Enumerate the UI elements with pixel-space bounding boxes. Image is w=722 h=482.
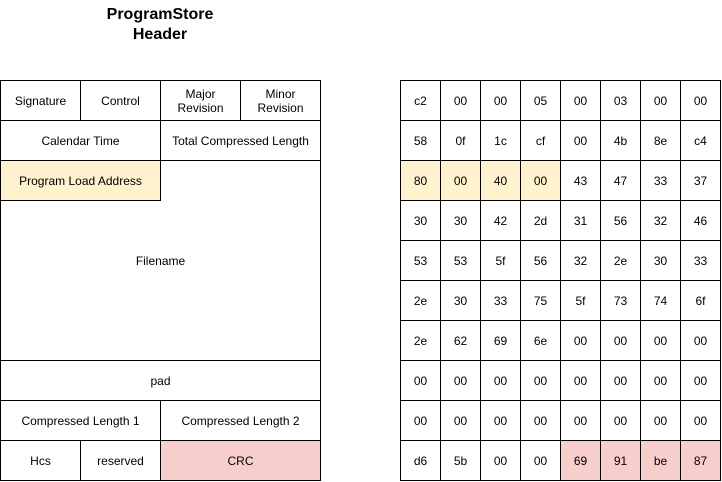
field-crc <box>160 440 321 481</box>
field-filename-label: Filename <box>135 253 186 268</box>
hex-byte-cell: 42 <box>480 200 521 241</box>
field-control <box>80 80 161 121</box>
hex-byte-cell: 53 <box>440 240 481 281</box>
hex-byte-cell: 00 <box>680 400 721 441</box>
hex-byte-cell: 00 <box>600 400 641 441</box>
hex-byte-cell: 33 <box>680 240 721 281</box>
hex-byte-cell: 00 <box>680 320 721 361</box>
hex-byte-cell: 00 <box>640 360 681 401</box>
field-compressed-length-1-label: Compressed Length 1 <box>21 413 140 428</box>
hex-byte-cell: 37 <box>680 160 721 201</box>
hex-byte-cell: 69 <box>480 320 521 361</box>
field-minor-revision-line-2: Revision <box>257 100 304 115</box>
hex-byte-cell: 30 <box>400 200 441 241</box>
hex-byte-cell: 56 <box>600 200 641 241</box>
hex-byte-cell: 00 <box>480 80 521 121</box>
hex-byte-cell: 00 <box>680 360 721 401</box>
hex-byte-cell: 30 <box>440 280 481 321</box>
hex-byte-cell: 58 <box>400 120 441 161</box>
field-signature-label: Signature <box>14 93 67 108</box>
hex-byte-cell: 00 <box>560 320 601 361</box>
hex-byte-cell: 46 <box>680 200 721 241</box>
hex-byte-cell: 2d <box>520 200 561 241</box>
hex-byte-cell: 2e <box>600 240 641 281</box>
hex-byte-cell: 00 <box>680 80 721 121</box>
field-minor-revision <box>240 80 321 121</box>
field-reserved-label: reserved <box>97 453 144 468</box>
hex-byte-cell: 6e <box>520 320 561 361</box>
field-pad <box>0 360 321 401</box>
hex-byte-cell: 40 <box>480 160 521 201</box>
hex-byte-cell: 00 <box>600 360 641 401</box>
field-total-compressed-length <box>160 120 321 161</box>
field-pad-label: pad <box>150 373 171 388</box>
field-signature <box>0 80 81 121</box>
hex-byte-cell: 00 <box>480 440 521 481</box>
hex-byte-cell: 56 <box>520 240 561 281</box>
hex-byte-cell: 2e <box>400 280 441 321</box>
hex-byte-cell: 00 <box>520 400 561 441</box>
hex-byte-cell: 5f <box>560 280 601 321</box>
hex-byte-cell: be <box>640 440 681 481</box>
hex-byte-cell: 00 <box>520 160 561 201</box>
hex-byte-cell: 00 <box>440 160 481 201</box>
hex-byte-cell: c2 <box>400 80 441 121</box>
hex-byte-cell: 5f <box>480 240 521 281</box>
hex-byte-cell: 75 <box>520 280 561 321</box>
field-hcs <box>0 440 81 481</box>
field-crc-label: CRC <box>227 453 254 468</box>
hex-byte-cell: 00 <box>560 120 601 161</box>
hex-byte-cell: 43 <box>560 160 601 201</box>
field-total-compressed-length-label: Total Compressed Length <box>172 133 309 148</box>
hex-byte-cell: 47 <box>600 160 641 201</box>
hex-byte-cell: 0f <box>440 120 481 161</box>
hex-byte-cell: 33 <box>640 160 681 201</box>
diagram-title-line-2: Header <box>132 26 188 43</box>
hex-byte-cell: 30 <box>440 200 481 241</box>
hex-byte-cell: 00 <box>520 440 561 481</box>
field-hcs-label: Hcs <box>30 453 51 468</box>
field-major-revision-line-2: Revision <box>177 100 224 115</box>
field-calendar-time-label: Calendar Time <box>41 133 120 148</box>
field-calendar-time <box>0 120 161 161</box>
hex-byte-cell: 69 <box>560 440 601 481</box>
field-program-load-address <box>0 160 161 201</box>
hex-byte-cell: 00 <box>480 400 521 441</box>
hex-byte-cell: 00 <box>440 400 481 441</box>
hex-byte-cell: 00 <box>520 360 561 401</box>
hex-byte-cell: 05 <box>520 80 561 121</box>
hex-byte-cell: 1c <box>480 120 521 161</box>
hex-byte-cell: 31 <box>560 200 601 241</box>
hex-byte-cell: 2e <box>400 320 441 361</box>
hex-byte-cell: 00 <box>600 320 641 361</box>
hex-byte-cell: 00 <box>640 320 681 361</box>
hex-byte-cell: 00 <box>440 360 481 401</box>
hex-byte-cell: 00 <box>640 80 681 121</box>
hex-byte-cell: 30 <box>640 240 681 281</box>
hex-byte-cell: 03 <box>600 80 641 121</box>
hex-byte-cell: 33 <box>480 280 521 321</box>
field-program-load-address-label: Program Load Address <box>19 173 142 188</box>
hex-byte-cell: 80 <box>400 160 441 201</box>
hex-byte-cell: 00 <box>560 400 601 441</box>
hex-byte-cell: 00 <box>480 360 521 401</box>
field-minor-revision-line-1: Minor <box>265 86 296 101</box>
hex-byte-cell: d6 <box>400 440 441 481</box>
field-compressed-length-2-label: Compressed Length 2 <box>181 413 300 428</box>
hex-byte-cell: 00 <box>560 80 601 121</box>
hex-byte-cell: 4b <box>600 120 641 161</box>
hex-byte-cell: 00 <box>640 400 681 441</box>
hex-byte-cell: 32 <box>640 200 681 241</box>
field-compressed-length-1 <box>0 400 161 441</box>
hex-byte-cell: 00 <box>400 360 441 401</box>
hex-byte-cell: 00 <box>440 80 481 121</box>
field-reserved <box>80 440 161 481</box>
diagram-title <box>80 5 240 45</box>
field-major-revision-line-1: Major <box>185 86 216 101</box>
hex-byte-cell: 62 <box>440 320 481 361</box>
hex-byte-cell: 32 <box>560 240 601 281</box>
hex-byte-cell: 53 <box>400 240 441 281</box>
hex-byte-cell: 00 <box>400 400 441 441</box>
hex-byte-cell: cf <box>520 120 561 161</box>
hex-byte-cell: 8e <box>640 120 681 161</box>
hex-byte-cell: 91 <box>600 440 641 481</box>
hex-byte-cell: 00 <box>560 360 601 401</box>
diagram-title-line-1: ProgramStore <box>106 6 214 23</box>
field-major-revision <box>160 80 241 121</box>
hex-byte-cell: 74 <box>640 280 681 321</box>
hex-byte-cell: 5b <box>440 440 481 481</box>
hex-byte-cell: c4 <box>680 120 721 161</box>
hex-byte-cell: 6f <box>680 280 721 321</box>
field-control-label: Control <box>101 93 140 108</box>
hex-byte-cell: 87 <box>680 440 721 481</box>
hex-byte-cell: 73 <box>600 280 641 321</box>
field-compressed-length-2 <box>160 400 321 441</box>
